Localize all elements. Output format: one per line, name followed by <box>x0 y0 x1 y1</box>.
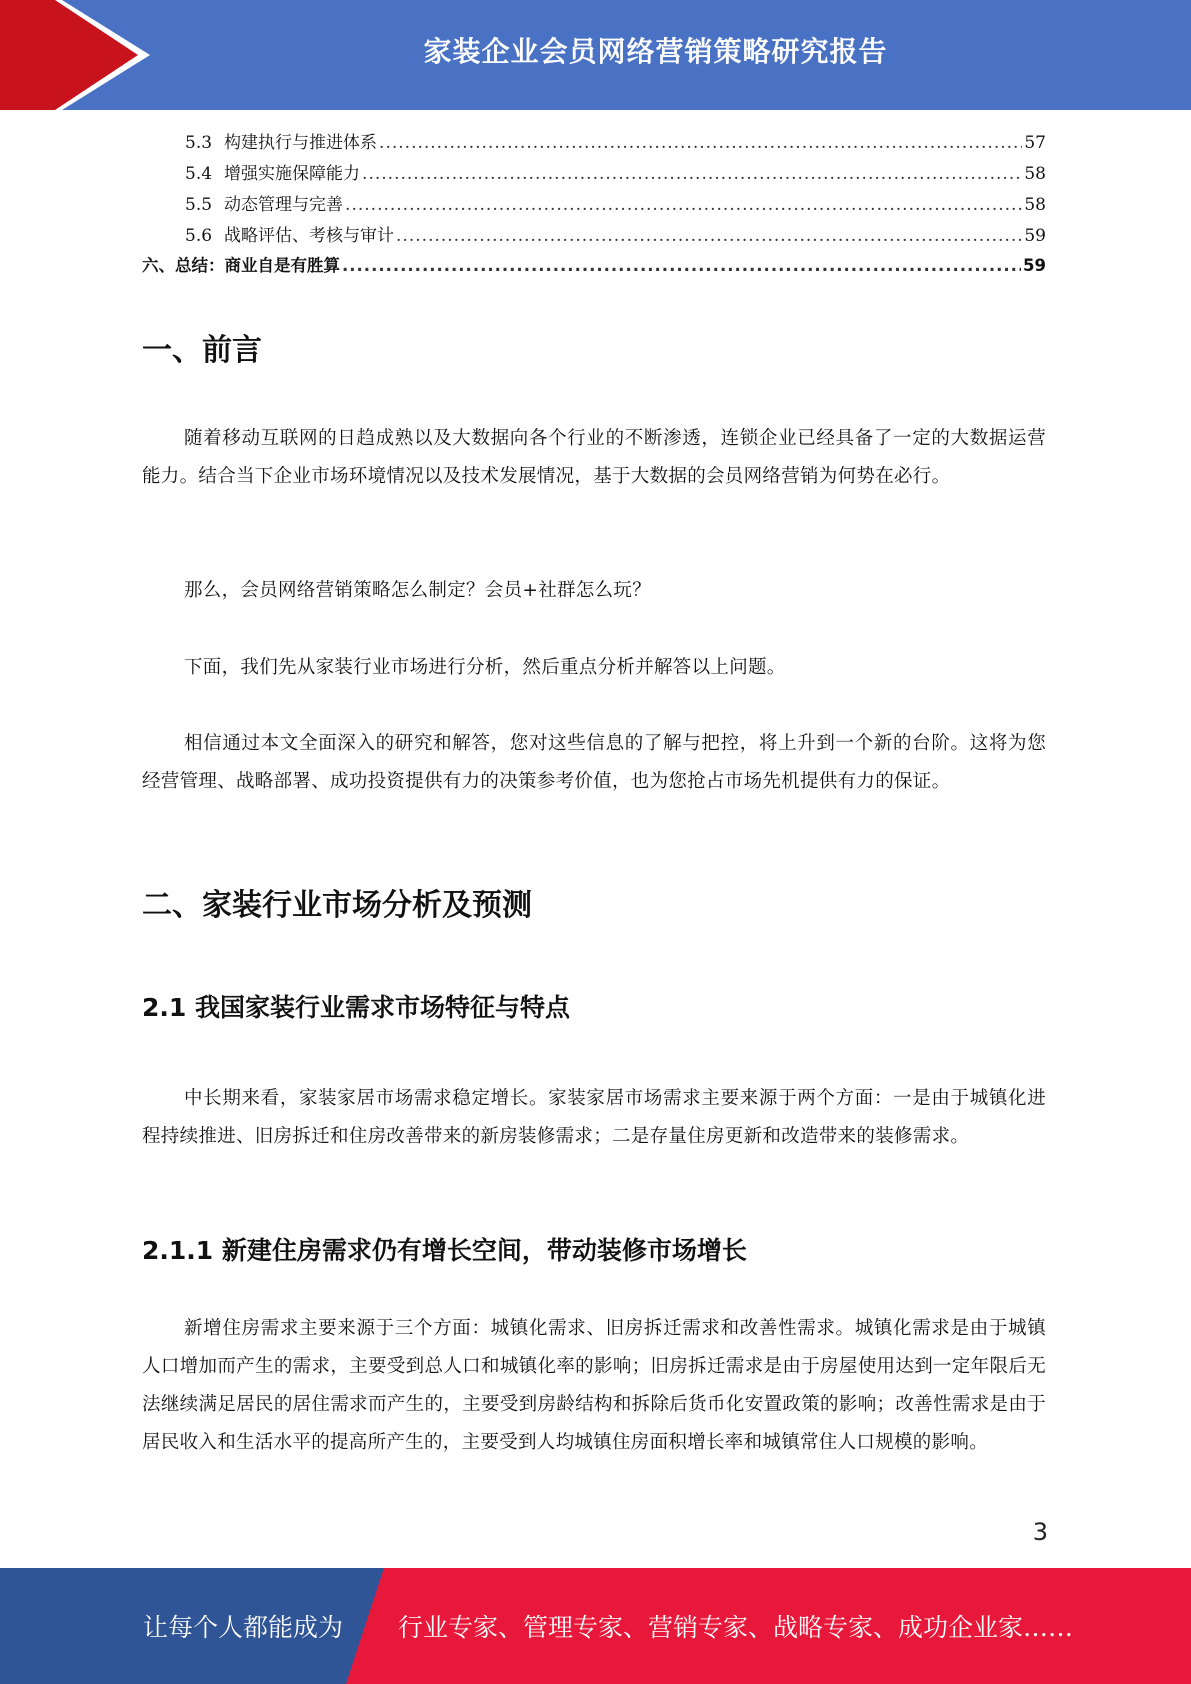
section-heading-market: 二、家装行业市场分析及预测 <box>142 888 532 923</box>
toc-item[interactable] <box>142 190 1046 221</box>
toc-item[interactable] <box>142 159 1046 190</box>
toc-leader <box>379 133 1022 153</box>
subsection-heading: 2.1.1 新建住房需求仍有增长空间，带动装修市场增长 <box>142 1236 747 1265</box>
subsection-heading: 2.1 我国家装行业需求市场特征与特点 <box>142 993 570 1022</box>
toc-page: 57 <box>1024 133 1046 153</box>
toc-number: 5.5 <box>185 195 213 215</box>
section-heading-preface: 一、前言 <box>142 333 262 368</box>
page-footer <box>0 1568 1191 1684</box>
toc-title: 六、总结：商业自是有胜算 <box>142 256 340 275</box>
toc-item[interactable] <box>142 128 1046 159</box>
toc-leader <box>345 195 1022 215</box>
toc-page: 58 <box>1024 195 1046 215</box>
page-header <box>0 0 1191 110</box>
paragraph: 那么，会员网络营销策略怎么制定？会员+社群怎么玩？ <box>184 580 652 601</box>
paragraph: 中长期来看，家装家居市场需求稳定增长。家装家居市场需求主要来源于两个方面：一是由于城镇化进程持续推进、旧房拆迁和住房改善带来的新房装修需求；二是存量住房更新和改造带来的装修需求。 <box>142 1088 1046 1147</box>
toc-item-main[interactable] <box>142 252 1046 283</box>
toc-title: 动态管理与完善 <box>224 195 344 215</box>
toc-number: 5.4 <box>185 164 213 184</box>
toc-leader <box>362 164 1022 184</box>
toc-item[interactable] <box>142 221 1046 252</box>
toc-leader <box>396 226 1022 246</box>
page-content <box>142 128 1046 1453</box>
footer-slogan-right: 行业专家、管理专家、营销专家、战略专家、成功企业家…… <box>398 1613 1074 1642</box>
paragraph: 相信通过本文全面深入的研究和解答，您对这些信息的了解与把控，将上升到一个新的台阶。这将为您经营管理、战略部署、成功投资提供有力的决策参考价值，也为您抢占市场先机提供有力的保证。 <box>142 733 1046 792</box>
table-of-contents <box>142 128 1046 283</box>
paragraph: 下面，我们先从家装行业市场进行分析，然后重点分析并解答以上问题。 <box>184 657 786 678</box>
toc-number: 5.6 <box>185 226 213 246</box>
paragraph: 新增住房需求主要来源于三个方面：城镇化需求、旧房拆迁需求和改善性需求。城镇化需求是由于城镇人口增加而产生的需求，主要受到总人口和城镇化率的影响；旧房拆迁需求是由于房屋使用达到一定年限后无法继续满足居民的居住需求而产生的，主要受到房龄结构和拆除后货币化安置政策的影响；改善性需求是由于居民收入和生活水平的提高所产生的，主要受到人均城镇住房面积增长率和城镇常住人口规模的影响。 <box>142 1318 1046 1453</box>
toc-page: 59 <box>1023 256 1046 275</box>
toc-title: 增强实施保障能力 <box>224 164 361 184</box>
paragraph: 随着移动互联网的日趋成熟以及大数据向各个行业的不断渗透，连锁企业已经具备了一定的大数据运营能力。结合当下企业市场环境情况以及技术发展情况，基于大数据的会员网络营销为何势在必行。 <box>142 428 1046 487</box>
toc-leader <box>342 256 1021 275</box>
page-number: 3 <box>1032 1518 1048 1546</box>
toc-title: 构建执行与推进体系 <box>224 133 378 153</box>
footer-slogan-left: 让每个人都能成为 <box>143 1613 344 1642</box>
toc-page: 59 <box>1024 226 1046 246</box>
header-title: 家装企业会员网络营销策略研究报告 <box>423 35 888 68</box>
toc-number: 5.3 <box>185 133 213 153</box>
toc-title: 战略评估、考核与审计 <box>224 226 395 246</box>
toc-page: 58 <box>1024 164 1046 184</box>
